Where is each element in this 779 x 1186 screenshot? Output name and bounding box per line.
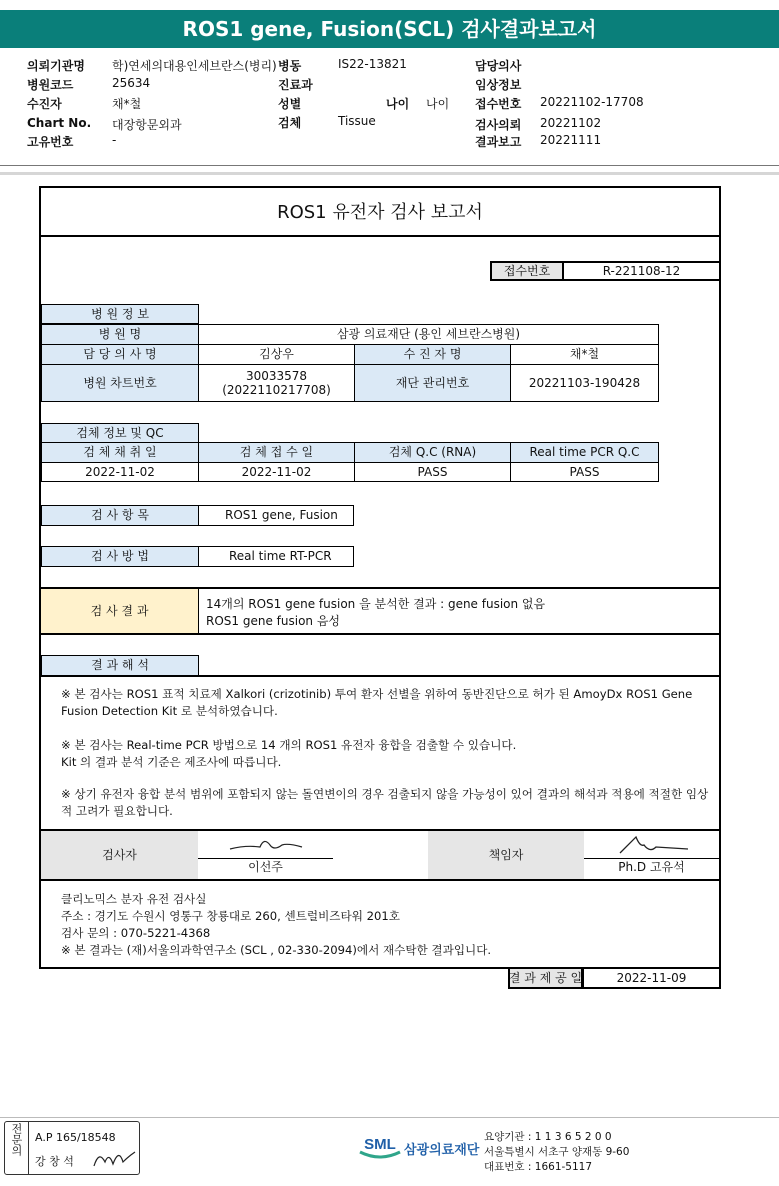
clinical-label: 임상정보 xyxy=(475,78,522,92)
org-phone: 대표번호 : 1661-5117 xyxy=(484,1161,593,1173)
hospital-code-value: 25634 xyxy=(112,76,151,90)
spec-header-3: 검체 Q.C (RNA) xyxy=(354,442,511,463)
spec-header-2: 검 체 접 수 일 xyxy=(198,442,355,463)
specimen-label: 검체 xyxy=(278,116,302,130)
foundation-value-cell: 20221103-190428 xyxy=(510,364,659,402)
responsible-name: Ph.D 고유석 xyxy=(618,860,685,874)
result-label: 검 사 결 과 xyxy=(41,589,199,633)
dept-label: 진료과 xyxy=(278,78,313,92)
unique-label: 고유번호 xyxy=(27,135,74,149)
org-name: 삼광의료재단 xyxy=(404,1143,480,1158)
responsible-signature-cell xyxy=(584,831,719,879)
responsible-label: 책임자 xyxy=(428,831,585,879)
note-2 xyxy=(61,737,711,771)
stamp-name: 강 창 석 xyxy=(35,1155,74,1168)
report-box xyxy=(39,186,721,969)
blank-signature-cell xyxy=(333,831,429,879)
footer-divider xyxy=(0,1117,779,1118)
request-label: 검사의뢰 xyxy=(475,118,522,132)
spec-value-4: PASS xyxy=(510,462,659,482)
lab-info xyxy=(61,891,491,959)
stamp-id: A.P 165/18548 xyxy=(35,1131,116,1144)
examiner-label: 검사자 xyxy=(41,831,199,879)
hospital-code-label: 병원코드 xyxy=(27,78,74,92)
age-label: 나이 xyxy=(386,97,410,111)
result-bottom-rule xyxy=(41,633,719,635)
spec-header-4: Real time PCR Q.C xyxy=(510,442,659,463)
stamp-side-text: 전문의 xyxy=(10,1123,23,1156)
unique-value: - xyxy=(112,133,117,147)
result-text xyxy=(206,596,545,630)
report-date-value: 20221111 xyxy=(540,133,602,147)
logo-text: SML xyxy=(364,1136,396,1153)
note-2-line-a: ※ 본 검사는 Real-time PCR 방법으로 14 개의 ROS1 유전자 융합을 검출할 수 있습니다. xyxy=(61,738,517,752)
hospital-name-value: 삼광 의료재단 (용인 세브란스병원) xyxy=(198,324,659,345)
doctor-label: 담당의사 xyxy=(475,59,522,73)
note-3-line-a: ※ 상기 유전자 융합 분석 범위에 포함되지 않는 돌연변이의 경우 검출되지 않을 가능성이 있어 결과의 해석과 적용에 적절한 임상 xyxy=(61,787,709,801)
ward-value: IS22-13821 xyxy=(338,57,407,71)
interpretation-label: 결 과 해 석 xyxy=(41,655,199,676)
chart-no-sub-value: (2022110217708) xyxy=(222,383,331,397)
doctor-value-cell: 김상우 xyxy=(198,344,355,365)
patient-label-cell: 수 진 자 명 xyxy=(354,344,511,365)
chart-no-value-cell xyxy=(198,364,355,402)
note-3-line-b: 적 고려가 필요합니다. xyxy=(61,804,173,818)
org-address: 서울특별시 서초구 양재동 9-60 xyxy=(484,1146,630,1158)
chart-label: Chart No. xyxy=(27,116,92,130)
receipt-value: 20221102-17708 xyxy=(540,95,644,109)
test-item-label: 검 사 항 목 xyxy=(41,505,199,526)
specimen-value: Tissue xyxy=(338,114,376,128)
chart-value: 대장항문외과 xyxy=(112,118,182,132)
sex-label: 성별 xyxy=(278,97,302,111)
foundation-label-cell: 재단 관리번호 xyxy=(354,364,511,402)
ward-label: 병동 xyxy=(278,59,302,73)
issue-date-label: 결 과 제 공 일 xyxy=(508,967,583,989)
chart-no-value: 30033578 xyxy=(245,368,308,383)
patient-value: 채*철 xyxy=(112,97,142,111)
note-1-line-b: Fusion Detection Kit 로 분석하였습니다. xyxy=(61,704,278,718)
lab-phone: 검사 문의 : 070-5221-4368 xyxy=(61,926,211,940)
test-method-label: 검 사 방 법 xyxy=(41,546,199,567)
stamp-signature xyxy=(91,1146,137,1170)
result-line-2: ROS1 gene fusion 음성 xyxy=(206,614,341,628)
responsible-signature xyxy=(614,833,694,857)
lab-address: 주소 : 경기도 수원시 영통구 창룡대로 260, 센트럴비즈타워 201호 xyxy=(61,909,400,923)
age-value: 나이 xyxy=(426,97,450,111)
header-divider-shade xyxy=(0,172,779,175)
examiner-signature-cell xyxy=(198,831,334,879)
examiner-signature xyxy=(226,835,306,857)
patient-label: 수진자 xyxy=(27,97,62,111)
spec-value-2: 2022-11-02 xyxy=(198,462,355,482)
result-line-1: 14개의 ROS1 gene fusion 을 분석한 결과 : gene fusion 없음 xyxy=(206,597,546,611)
sml-logo-icon xyxy=(358,1128,402,1164)
report-date-label: 결과보고 xyxy=(475,135,522,149)
receipt-label: 접수번호 xyxy=(475,97,522,111)
receipt-no-label: 접수번호 xyxy=(490,261,564,281)
patient-value-cell: 채*철 xyxy=(510,344,659,365)
note-1 xyxy=(61,686,711,720)
spec-value-1: 2022-11-02 xyxy=(41,462,199,482)
lab-name: 클리노믹스 분자 유전 검사실 xyxy=(61,892,207,906)
hospital-section-label: 병 원 정 보 xyxy=(41,304,199,324)
hospital-name-label: 병 원 명 xyxy=(41,324,199,345)
spec-value-3: PASS xyxy=(354,462,511,482)
lab-note: ※ 본 결과는 (재)서울의과학연구소 (SCL , 02-330-2094)에서 재수탁한 결과입니다. xyxy=(61,943,492,957)
stamp-side-label xyxy=(5,1122,29,1174)
institution-label: 의뢰기관명 xyxy=(27,59,85,73)
examiner-name: 이선주 xyxy=(248,860,283,874)
institution-value: 학)연세의대용인세브란스(병리) xyxy=(112,59,277,73)
org-code: 요양기관 : 1 1 3 6 5 2 0 0 xyxy=(484,1131,612,1143)
page-title: ROS1 gene, Fusion(SCL) 검사결과보고서 xyxy=(0,10,779,48)
note-2-line-b: Kit 의 결과 분석 기준은 제조사에 따릅니다. xyxy=(61,755,282,769)
receipt-no-value: R-221108-12 xyxy=(563,261,719,281)
specimen-section-label: 검체 정보 및 QC xyxy=(41,423,199,443)
header-divider xyxy=(0,165,779,166)
test-method-value: Real time RT-PCR xyxy=(198,546,354,567)
request-value: 20221102 xyxy=(540,116,602,130)
test-item-value: ROS1 gene, Fusion xyxy=(198,505,354,526)
report-title: ROS1 유전자 검사 보고서 xyxy=(41,188,719,237)
chart-no-label-cell: 병원 차트번호 xyxy=(41,364,199,402)
interpretation-rule xyxy=(41,675,719,677)
note-3 xyxy=(61,786,711,820)
signature-bottom-rule xyxy=(41,879,719,881)
pathologist-stamp xyxy=(4,1121,140,1175)
issue-date-value: 2022-11-09 xyxy=(582,967,721,989)
doctor-label-cell: 담 당 의 사 명 xyxy=(41,344,199,365)
spec-header-1: 검 체 채 취 일 xyxy=(41,442,199,463)
note-1-line-a: ※ 본 검사는 ROS1 표적 치료제 Xalkori (crizotinib) 투여 환자 선별을 위하여 동반진단으로 허가 된 AmoyDx ROS1 Gene xyxy=(61,687,693,701)
